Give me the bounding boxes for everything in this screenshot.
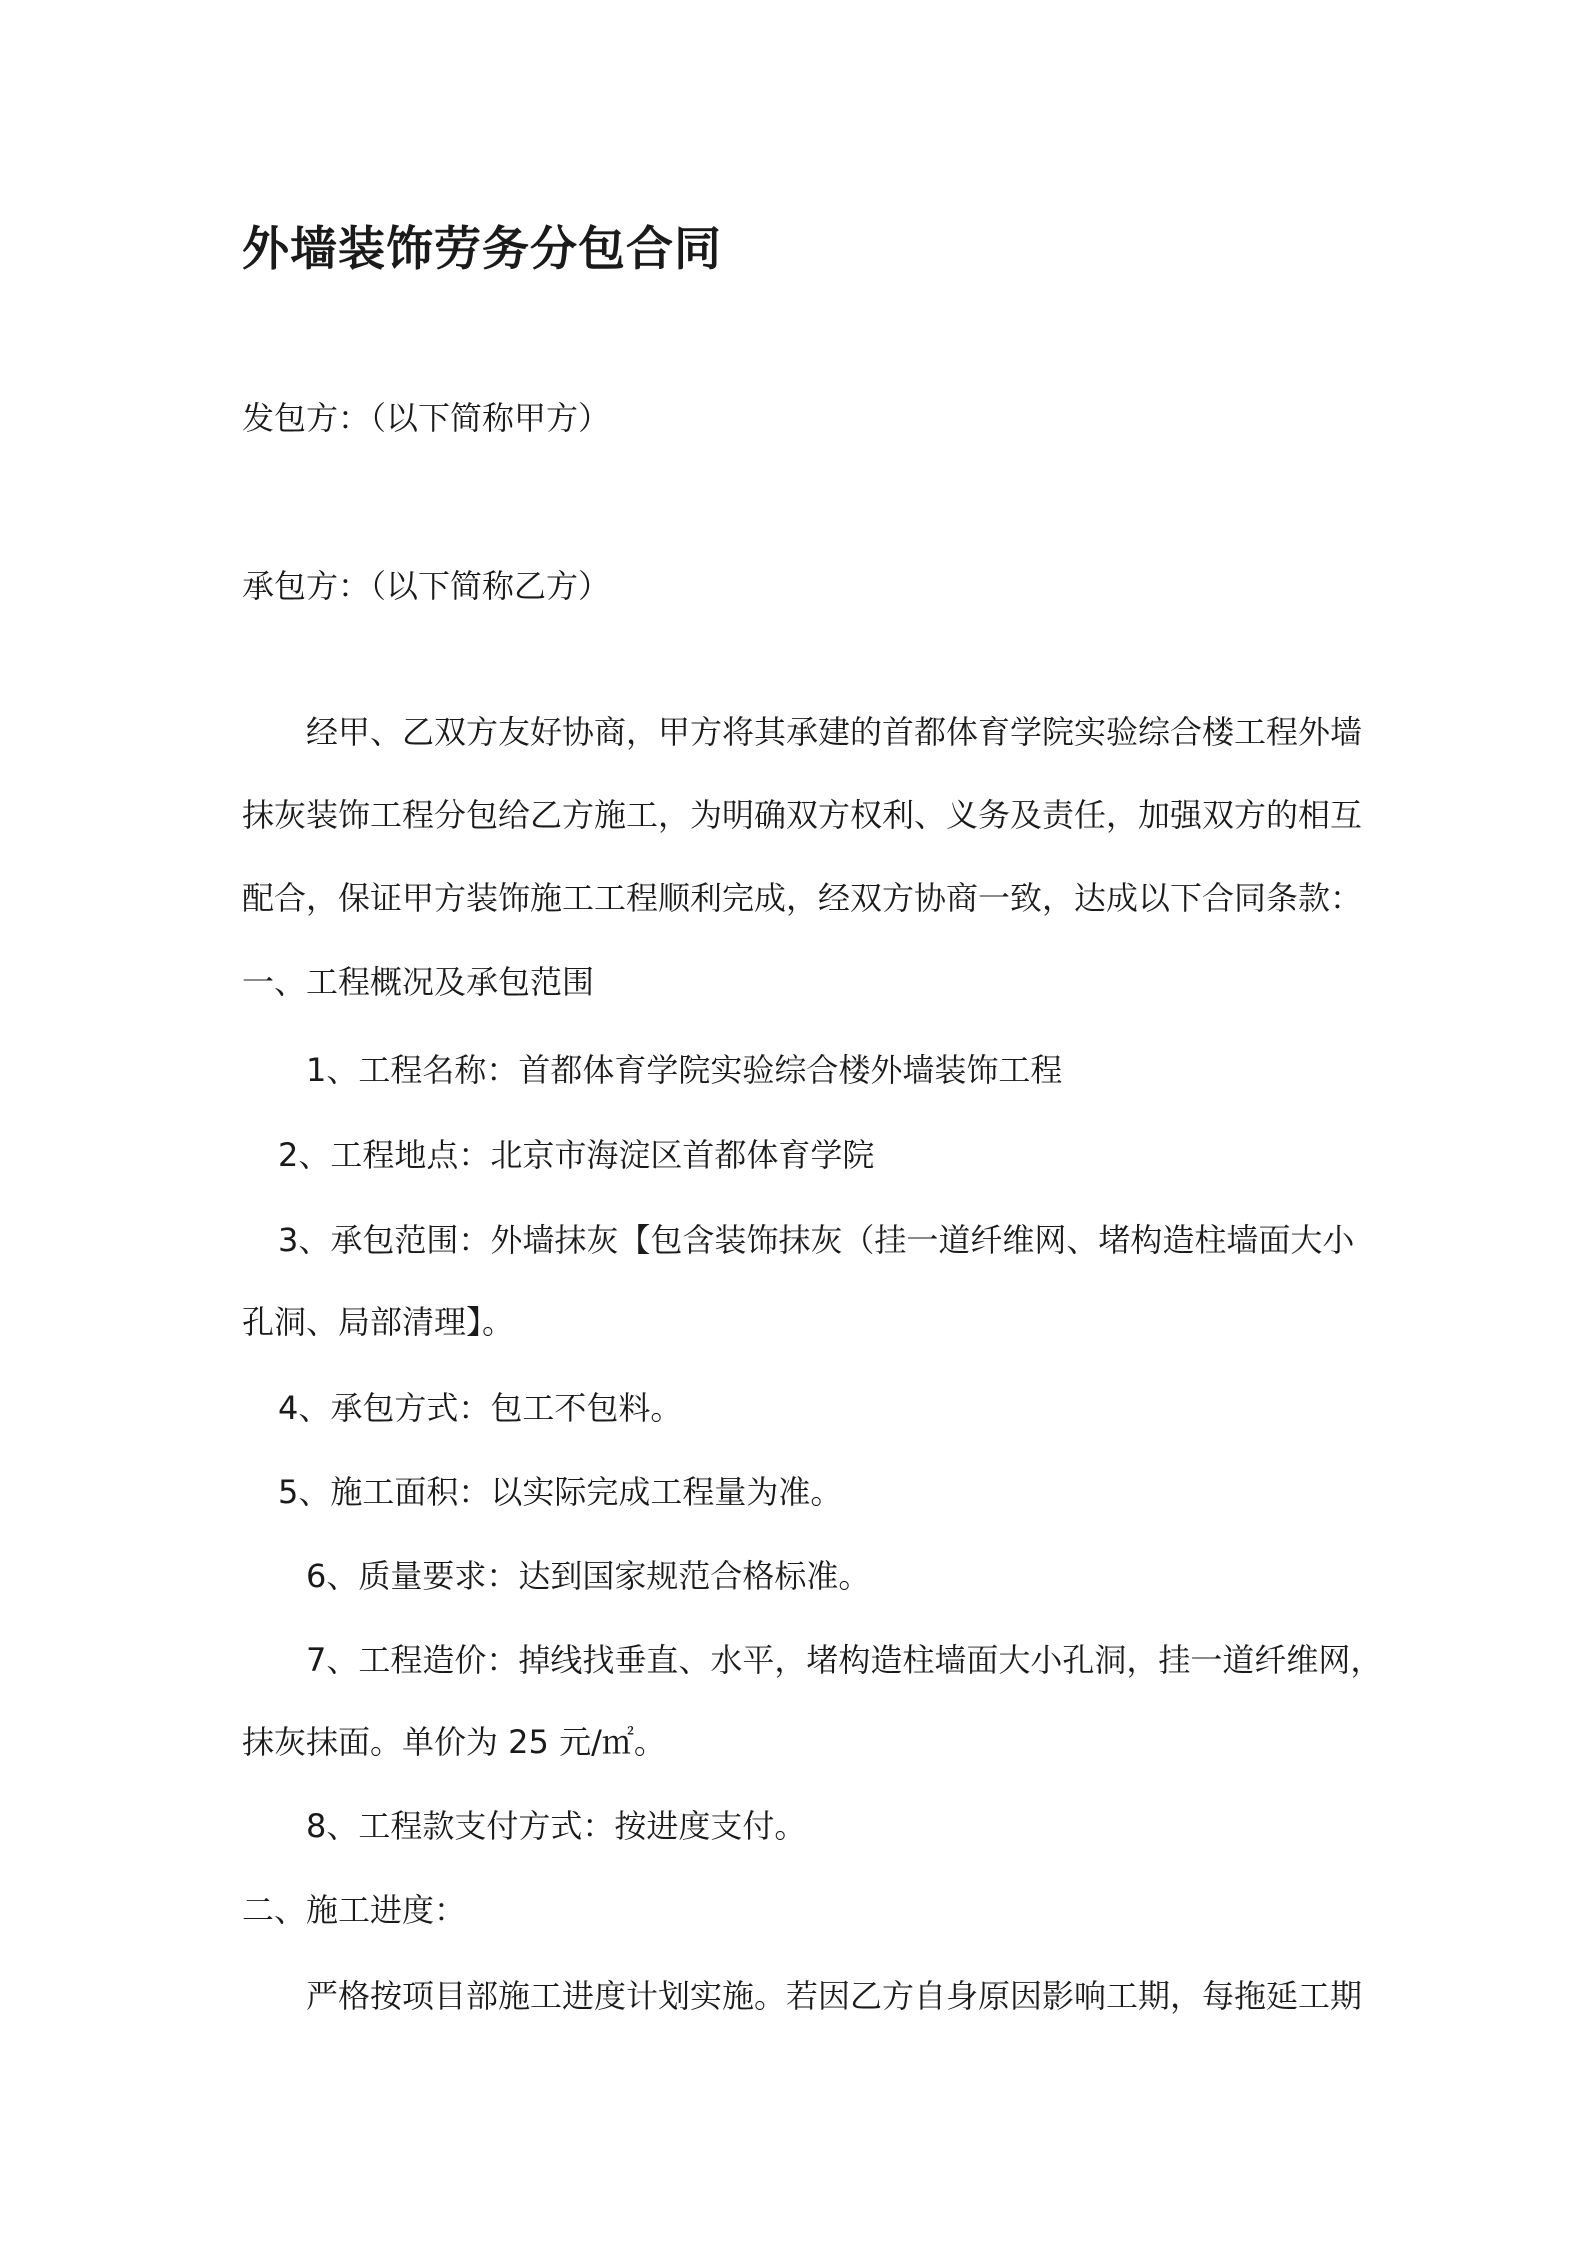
item-7-continued: 抹灰抹面。单价为 25 元/㎡。: [242, 1723, 666, 1761]
document-title: 外墙装饰劳务分包合同: [242, 222, 722, 277]
item-4: 4、承包方式：包工不包料。: [278, 1389, 683, 1427]
item-3: 3、承包范围：外墙抹灰【包含装饰抹灰（挂一道纤维网、堵构造柱墙面大小: [278, 1221, 1355, 1259]
item-6: 6、质量要求：达到国家规范合格标准。: [306, 1557, 871, 1595]
intro-line-1: 经甲、乙双方友好协商，甲方将其承建的首都体育学院实验综合楼工程外墙: [306, 713, 1363, 751]
item-3-continued: 孔洞、局部清理】。: [242, 1303, 515, 1341]
intro-line-3: 配合，保证甲方装饰施工工程顺利完成，经双方协商一致，达成以下合同条款：: [242, 879, 1363, 917]
intro-line-2: 抹灰装饰工程分包给乙方施工，为明确双方权利、义务及责任，加强双方的相互: [242, 796, 1363, 834]
section-2-heading: 二、施工进度：: [242, 1891, 467, 1929]
item-2: 2、工程地点：北京市海淀区首都体育学院: [278, 1136, 875, 1174]
item-7: 7、工程造价：掉线找垂直、水平，堵构造柱墙面大小孔洞，挂一道纤维网，: [306, 1641, 1383, 1679]
item-8: 8、工程款支付方式：按进度支付。: [306, 1807, 807, 1845]
party-a-line: 发包方：（以下简称甲方）: [242, 399, 611, 437]
section-1-heading: 一、工程概况及承包范围: [242, 963, 595, 1001]
party-b-line: 承包方：（以下简称乙方）: [242, 567, 611, 605]
item-1: 1、工程名称：首都体育学院实验综合楼外墙装饰工程: [306, 1051, 1063, 1089]
section-2-line: 严格按项目部施工进度计划实施。若因乙方自身原因影响工期，每拖延工期: [306, 1977, 1363, 2015]
item-5: 5、施工面积：以实际完成工程量为准。: [278, 1473, 843, 1511]
